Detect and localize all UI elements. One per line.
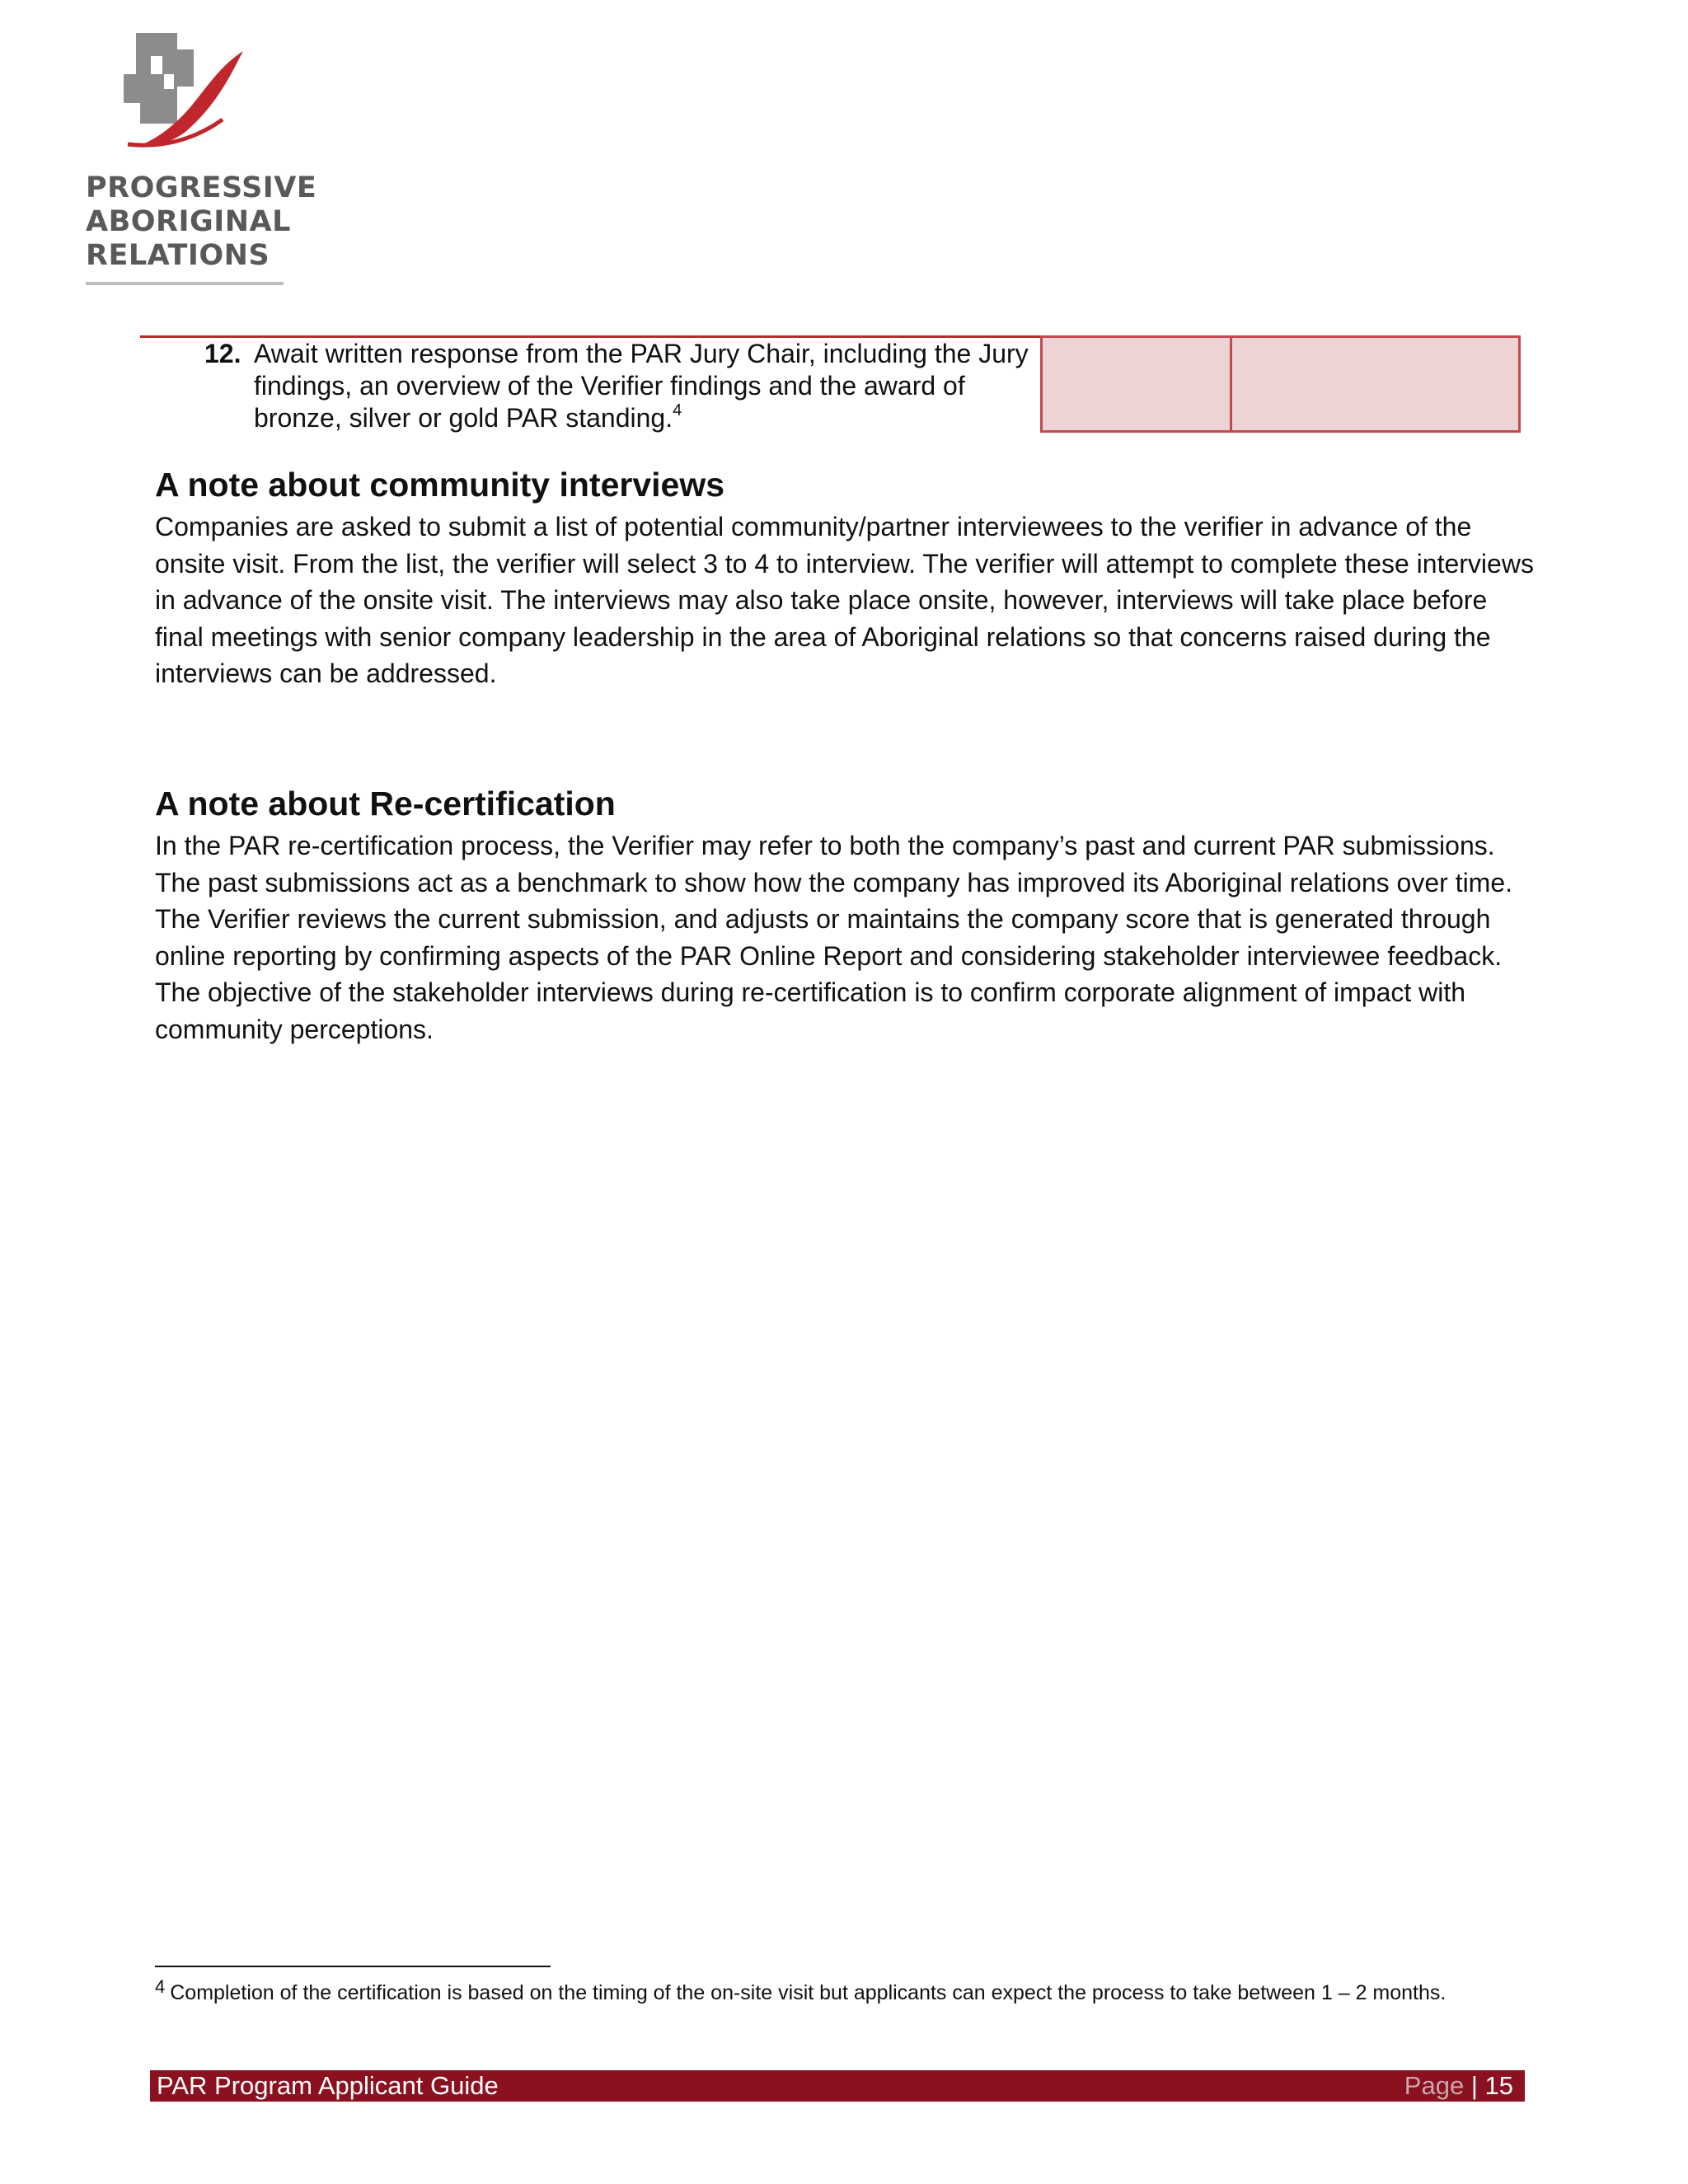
- step-body: Await written response from the PAR Jury Chair, including the Jury findings, an overview of the Verifier findings and the award of bronze, silver or gold PAR standing.: [254, 339, 1029, 433]
- logo-wordmark: [86, 171, 316, 273]
- footer-separator: |: [1470, 2071, 1478, 2100]
- logo-underline: [86, 282, 284, 285]
- paragraph-recertification: In the PAR re-certification process, the Verifier may refer to both the company’s past and current PAR submissions. The past submissions act as a benchmark to show how the company has improved its Aboriginal relations over time. The Verifier reviews the current submission, and adjusts or maintains the company score that is generated through online reporting by confirming aspects of the PAR Online Report and considering stakeholder interviewee feedback. The objective of the stakeholder interviews during re-certification is to confirm corporate alignment of impact with community perceptions.: [155, 831, 1513, 1044]
- logo-line-1: PROGRESSIVE: [86, 171, 317, 204]
- logo-line-3: RELATIONS: [86, 239, 270, 272]
- footer-title: PAR Program Applicant Guide: [157, 2071, 499, 2100]
- step-number: 12.: [204, 339, 241, 368]
- footnote-ref[interactable]: 4: [673, 401, 682, 419]
- footnote-text: Completion of the certification is based on the timing of the on-site visit but applicants can expect the process to take between 1 – 2 months.: [170, 1981, 1447, 2004]
- footnote-marker: 4: [155, 1976, 166, 1997]
- paragraph-community-interviews: Companies are asked to submit a list of potential community/partner interviewees to the verifier in advance of the onsite visit. From the list, the verifier will select 3 to 4 to interview. The verifier will attempt to complete these interviews in advance of the onsite visit. The interviews may also take place onsite, however, interviews will take place before final meetings with senior company leadership in the area of Aboriginal relations so that concerns raised during the interviews can be addressed.: [155, 512, 1534, 688]
- table-cell-timeline: [1040, 335, 1232, 433]
- heading-recertification: A note about Re-certification: [155, 785, 616, 823]
- heading-community-interviews: A note about community interviews: [155, 466, 725, 504]
- footnote-separator: [155, 1966, 551, 1967]
- table-cell-notes: [1230, 335, 1521, 433]
- step-text: [254, 338, 1045, 434]
- footer-page-number: 15: [1484, 2071, 1513, 2100]
- footnote: [155, 1976, 1540, 2006]
- logo-mark-icon: [78, 25, 293, 173]
- logo-line-2: ABORIGINAL: [86, 205, 291, 238]
- footer-page: [1404, 2070, 1513, 2102]
- footer-bar: [150, 2070, 1525, 2102]
- footer-page-label: Page: [1404, 2071, 1465, 2100]
